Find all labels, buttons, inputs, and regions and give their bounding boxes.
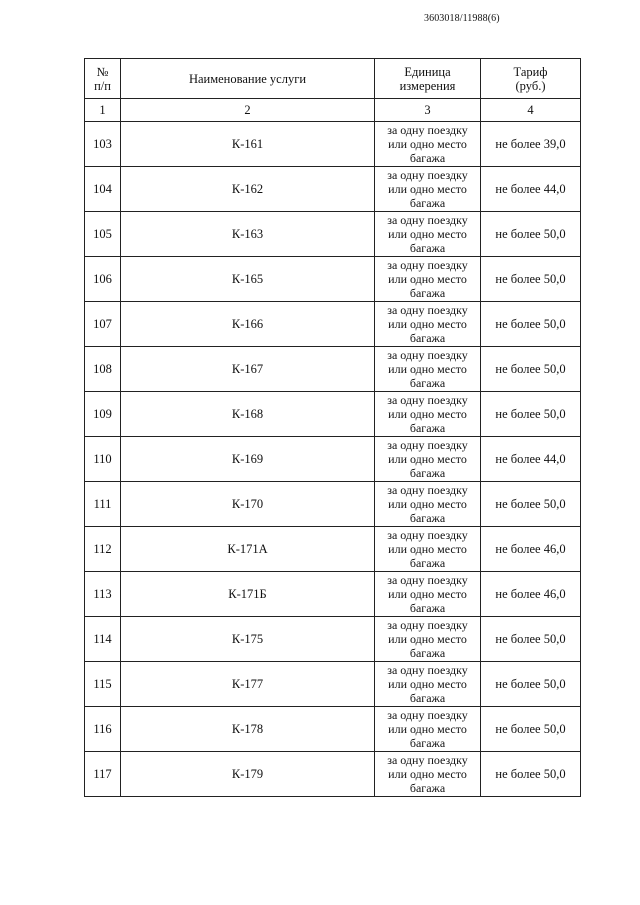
header-service-name: Наименование услуги — [121, 59, 375, 99]
row-service-name: К-163 — [121, 212, 375, 257]
row-unit — [375, 212, 481, 257]
row-unit-line3: багажа — [409, 646, 446, 660]
row-unit-line3: багажа — [409, 151, 446, 165]
row-unit — [375, 122, 481, 167]
row-service-name: К-168 — [121, 392, 375, 437]
row-unit-line2: или одно место — [388, 452, 467, 466]
header-tariff-line1: Тариф — [513, 64, 548, 79]
row-tariff: не более 39,0 — [481, 122, 581, 167]
row-number: 112 — [85, 527, 121, 572]
row-tariff: не более 46,0 — [481, 572, 581, 617]
row-number: 106 — [85, 257, 121, 302]
row-unit-line2: или одно место — [388, 182, 467, 196]
row-number: 109 — [85, 392, 121, 437]
row-unit-line2: или одно место — [388, 722, 467, 736]
row-unit-line1: за одну поездку — [387, 258, 468, 272]
header-unit-line2: измерения — [399, 78, 456, 93]
row-unit-line2: или одно место — [388, 362, 467, 376]
row-unit-line2: или одно место — [388, 407, 467, 421]
row-unit-line1: за одну поездку — [387, 708, 468, 722]
row-unit-line1: за одну поездку — [387, 573, 468, 587]
row-number: 114 — [85, 617, 121, 662]
table-row — [85, 257, 581, 302]
row-number: 116 — [85, 707, 121, 752]
column-number-row — [85, 99, 581, 122]
row-unit-line2: или одно место — [388, 272, 467, 286]
table-row — [85, 572, 581, 617]
row-service-name: К-175 — [121, 617, 375, 662]
row-unit-line1: за одну поездку — [387, 393, 468, 407]
row-unit — [375, 617, 481, 662]
row-unit-line2: или одно место — [388, 632, 467, 646]
row-number: 108 — [85, 347, 121, 392]
row-unit-line1: за одну поездку — [387, 303, 468, 317]
row-unit-line3: багажа — [409, 781, 446, 795]
row-number: 104 — [85, 167, 121, 212]
row-unit-line1: за одну поездку — [387, 168, 468, 182]
row-service-name: К-169 — [121, 437, 375, 482]
header-number — [85, 59, 121, 99]
row-unit — [375, 257, 481, 302]
table-row — [85, 437, 581, 482]
table-row — [85, 527, 581, 572]
row-unit-line1: за одну поездку — [387, 483, 468, 497]
table-row — [85, 482, 581, 527]
row-unit-line1: за одну поездку — [387, 438, 468, 452]
row-unit-line1: за одну поездку — [387, 618, 468, 632]
row-number: 115 — [85, 662, 121, 707]
row-unit-line2: или одно место — [388, 137, 467, 151]
row-service-name: К-166 — [121, 302, 375, 347]
row-service-name: К-162 — [121, 167, 375, 212]
table-header-row — [85, 59, 581, 99]
table-row — [85, 662, 581, 707]
row-unit — [375, 527, 481, 572]
row-unit — [375, 392, 481, 437]
row-unit-line1: за одну поездку — [387, 663, 468, 677]
row-unit — [375, 347, 481, 392]
header-number-line1: № — [96, 64, 109, 79]
row-tariff: не более 50,0 — [481, 347, 581, 392]
row-unit-line3: багажа — [409, 601, 446, 615]
row-unit-line1: за одну поездку — [387, 123, 468, 137]
row-unit-line3: багажа — [409, 331, 446, 345]
row-service-name: К-165 — [121, 257, 375, 302]
header-unit — [375, 59, 481, 99]
row-service-name: К-171Б — [121, 572, 375, 617]
row-number: 111 — [85, 482, 121, 527]
row-unit — [375, 437, 481, 482]
table-row — [85, 347, 581, 392]
row-tariff: не более 50,0 — [481, 752, 581, 797]
row-unit-line3: багажа — [409, 286, 446, 300]
row-unit — [375, 482, 481, 527]
column-number-4: 4 — [481, 99, 581, 122]
table-row — [85, 617, 581, 662]
table-row — [85, 302, 581, 347]
header-tariff-line2: (руб.) — [515, 78, 546, 93]
row-unit-line2: или одно место — [388, 317, 467, 331]
column-number-2: 2 — [121, 99, 375, 122]
row-unit-line3: багажа — [409, 241, 446, 255]
table-row — [85, 167, 581, 212]
row-unit — [375, 662, 481, 707]
row-number: 103 — [85, 122, 121, 167]
row-unit — [375, 572, 481, 617]
row-unit-line1: за одну поездку — [387, 348, 468, 362]
row-service-name: К-167 — [121, 347, 375, 392]
row-tariff: не более 50,0 — [481, 257, 581, 302]
row-unit-line1: за одну поездку — [387, 528, 468, 542]
row-tariff: не более 46,0 — [481, 527, 581, 572]
row-unit — [375, 752, 481, 797]
row-tariff: не более 50,0 — [481, 662, 581, 707]
table-row — [85, 707, 581, 752]
row-unit-line2: или одно место — [388, 497, 467, 511]
table-row — [85, 212, 581, 257]
row-number: 117 — [85, 752, 121, 797]
row-service-name: К-179 — [121, 752, 375, 797]
row-unit — [375, 167, 481, 212]
row-service-name: К-161 — [121, 122, 375, 167]
header-number-line2: п/п — [94, 78, 111, 93]
row-tariff: не более 50,0 — [481, 707, 581, 752]
row-tariff: не более 50,0 — [481, 482, 581, 527]
row-service-name: К-177 — [121, 662, 375, 707]
row-unit-line3: багажа — [409, 736, 446, 750]
row-unit — [375, 302, 481, 347]
document-number: 3603018/11988(6) — [424, 13, 500, 24]
row-service-name: К-178 — [121, 707, 375, 752]
row-service-name: К-170 — [121, 482, 375, 527]
row-unit — [375, 707, 481, 752]
tariff-table — [84, 58, 581, 797]
row-unit-line3: багажа — [409, 511, 446, 525]
row-tariff: не более 50,0 — [481, 302, 581, 347]
table-row — [85, 752, 581, 797]
row-unit-line3: багажа — [409, 466, 446, 480]
row-unit-line2: или одно место — [388, 587, 467, 601]
row-unit-line2: или одно место — [388, 227, 467, 241]
row-unit-line3: багажа — [409, 556, 446, 570]
row-unit-line2: или одно место — [388, 542, 467, 556]
row-tariff: не более 44,0 — [481, 437, 581, 482]
header-unit-line1: Единица — [404, 64, 451, 79]
column-number-1: 1 — [85, 99, 121, 122]
row-unit-line3: багажа — [409, 376, 446, 390]
table-row — [85, 392, 581, 437]
column-number-3: 3 — [375, 99, 481, 122]
row-unit-line3: багажа — [409, 691, 446, 705]
row-number: 107 — [85, 302, 121, 347]
header-tariff — [481, 59, 581, 99]
table-row — [85, 122, 581, 167]
row-number: 105 — [85, 212, 121, 257]
row-number: 110 — [85, 437, 121, 482]
row-unit-line3: багажа — [409, 421, 446, 435]
row-number: 113 — [85, 572, 121, 617]
row-unit-line2: или одно место — [388, 767, 467, 781]
row-unit-line2: или одно место — [388, 677, 467, 691]
row-tariff: не более 50,0 — [481, 617, 581, 662]
table-body — [85, 122, 581, 797]
row-unit-line3: багажа — [409, 196, 446, 210]
row-tariff: не более 50,0 — [481, 212, 581, 257]
row-unit-line1: за одну поездку — [387, 213, 468, 227]
row-service-name: К-171А — [121, 527, 375, 572]
row-unit-line1: за одну поездку — [387, 753, 468, 767]
row-tariff: не более 50,0 — [481, 392, 581, 437]
row-tariff: не более 44,0 — [481, 167, 581, 212]
